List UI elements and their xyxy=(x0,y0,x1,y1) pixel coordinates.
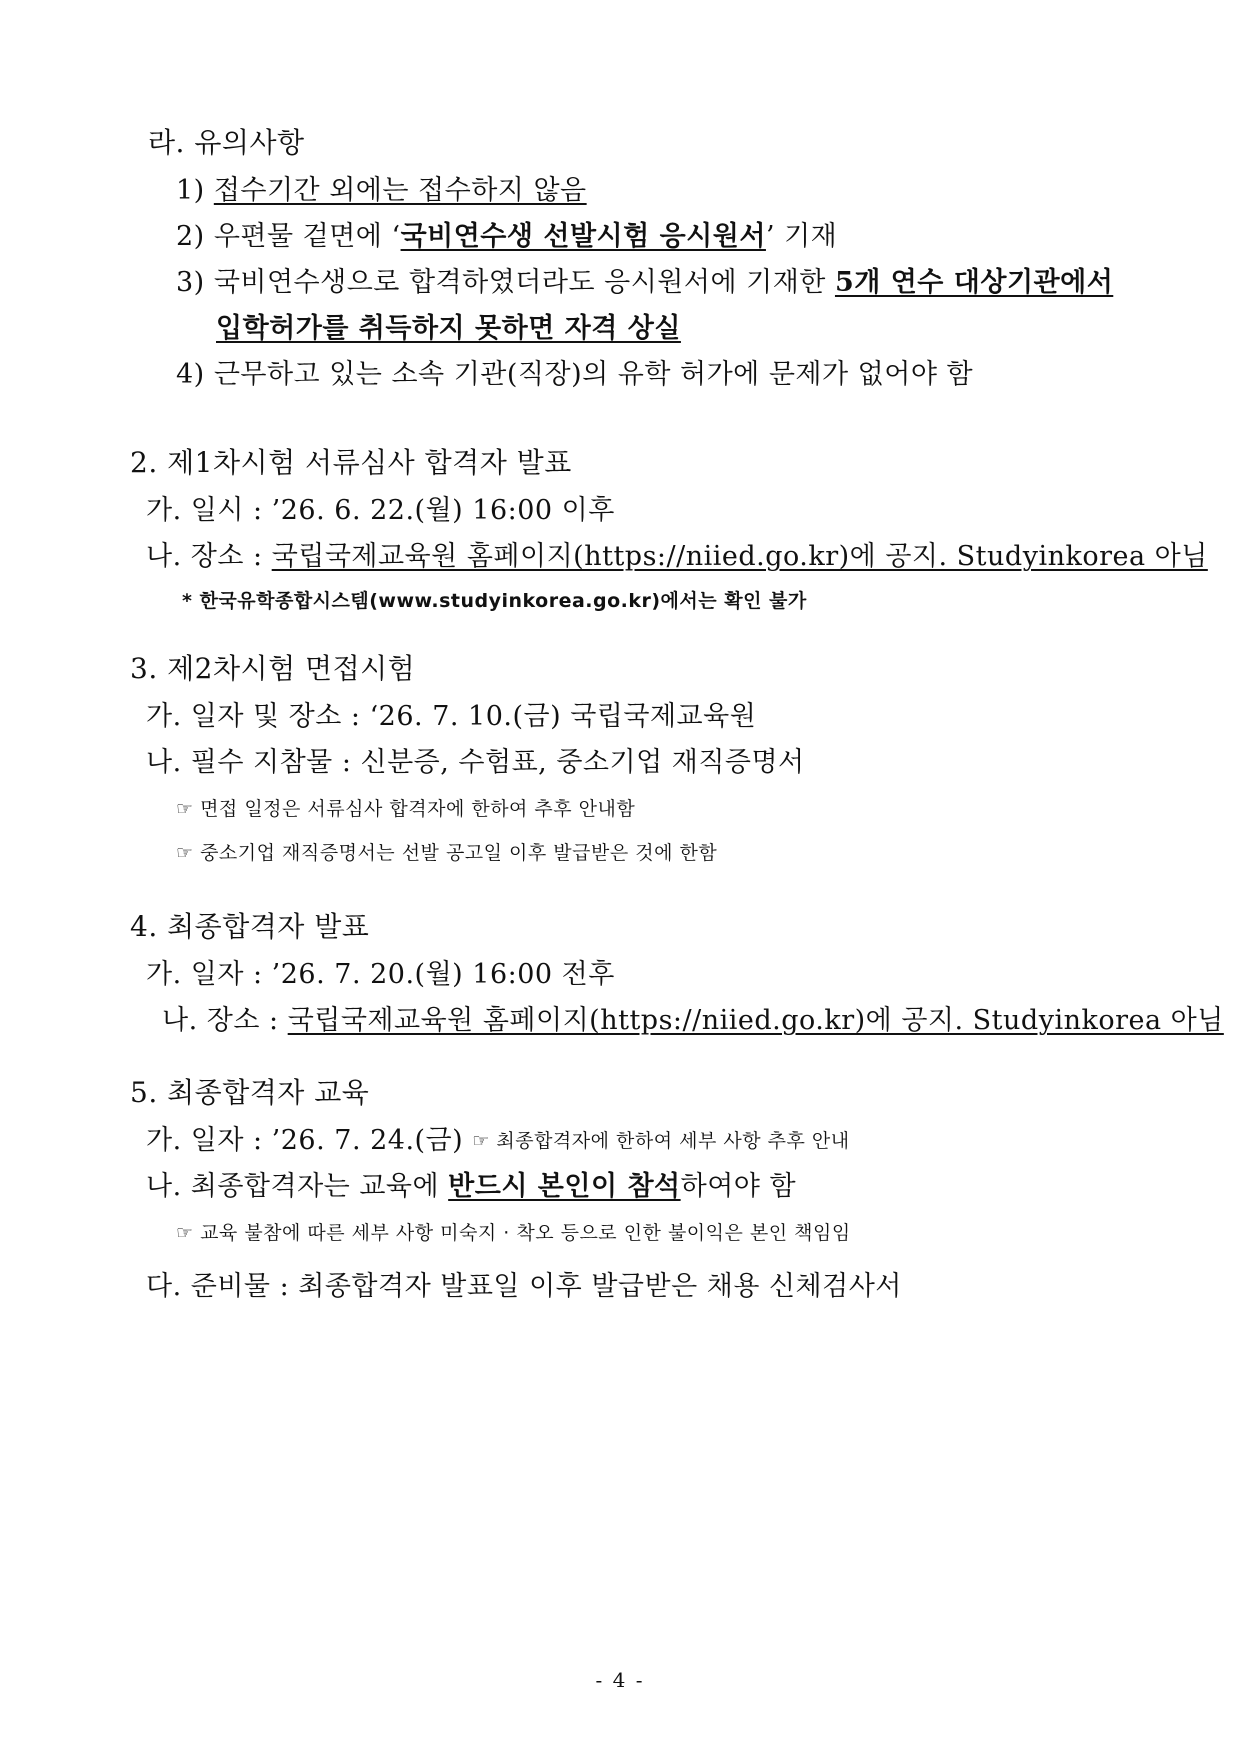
niied-homepage-link[interactable]: 국립국제교육원 홈페이지(https://niied.go.kr)에 공지. Studyinkorea 아님 xyxy=(271,541,1208,572)
section-3-note-1: ☞ 면접 일정은 서류심사 합격자에 한하여 추후 안내함 xyxy=(176,798,636,820)
section-5-item-a: 가. 일자 : ’26. 7. 24.(금) ☞ 최종합격자에 한하여 세부 사항 추후 안내 xyxy=(146,1125,850,1156)
section-4-title: 4. 최종합격자 발표 xyxy=(130,910,370,943)
section-3-note-2: ☞ 중소기업 재직증명서는 선발 공고일 이후 발급받은 것에 한함 xyxy=(176,842,718,864)
niied-homepage-link-2[interactable]: 국립국제교육원 홈페이지(https://niied.go.kr)에 공지. Studyinkorea 아님 xyxy=(287,1005,1224,1036)
section-5-emphasis: 반드시 본인이 참석 xyxy=(448,1171,681,1202)
notes-item-3-emphasis: 5개 연수 대상기관에서 xyxy=(834,267,1114,298)
section-3-title: 3. 제2차시험 면접시험 xyxy=(130,652,416,685)
section-5-item-b: 나. 최종합격자는 교육에 반드시 본인이 참석하여야 함 xyxy=(146,1171,797,1202)
section-4-item-b: 나. 장소 : 국립국제교육원 홈페이지(https://niied.go.kr)에 공지. Studyinkorea 아님 xyxy=(162,1005,1224,1036)
section-2-title: 2. 제1차시험 서류심사 합격자 발표 xyxy=(130,446,572,479)
section-notes-title: 라. 유의사항 xyxy=(148,126,305,159)
notes-item-1: 1) 접수기간 외에는 접수하지 않음 xyxy=(176,175,587,206)
notes-item-4: 4) 근무하고 있는 소속 기관(직장)의 유학 허가에 문제가 없어야 함 xyxy=(176,359,974,390)
notes-item-2: 2) 우편물 겉면에 ‘국비연수생 선발시험 응시원서’ 기재 xyxy=(176,221,838,252)
section-3-item-a: 가. 일자 및 장소 : ‘26. 7. 10.(금) 국립국제교육원 xyxy=(146,701,757,732)
section-2-item-a: 가. 일시 : ’26. 6. 22.(월) 16:00 이후 xyxy=(146,495,615,526)
notes-item-3: 3) 국비연수생으로 합격하였더라도 응시원서에 기재한 5개 연수 대상기관에서 xyxy=(176,267,1114,298)
notes-item-1-emphasis: 접수기간 외에는 접수하지 않음 xyxy=(213,175,587,206)
section-3-item-b: 나. 필수 지참물 : 신분증, 수험표, 중소기업 재직증명서 xyxy=(146,747,805,778)
page-number: - 4 - xyxy=(595,1668,645,1692)
notes-item-3-continuation: 입학허가를 취득하지 못하면 자격 상실 xyxy=(216,313,681,344)
section-2-note: * 한국유학종합시스템(www.studyinkorea.go.kr)에서는 확인 불가 xyxy=(182,590,807,612)
section-4-item-a: 가. 일자 : ’26. 7. 20.(월) 16:00 전후 xyxy=(146,959,615,990)
section-5-item-c: 다. 준비물 : 최종합격자 발표일 이후 발급받은 채용 신체검사서 xyxy=(146,1271,902,1302)
section-2-item-b: 나. 장소 : 국립국제교육원 홈페이지(https://niied.go.kr)에 공지. Studyinkorea 아님 xyxy=(146,541,1208,572)
notes-item-2-emphasis: 국비연수생 선발시험 응시원서 xyxy=(400,221,766,252)
section-5-note: ☞ 교육 불참에 따른 세부 사항 미숙지 · 착오 등으로 인한 불이익은 본인 책임임 xyxy=(176,1222,851,1244)
section-5-title: 5. 최종합격자 교육 xyxy=(130,1076,370,1109)
